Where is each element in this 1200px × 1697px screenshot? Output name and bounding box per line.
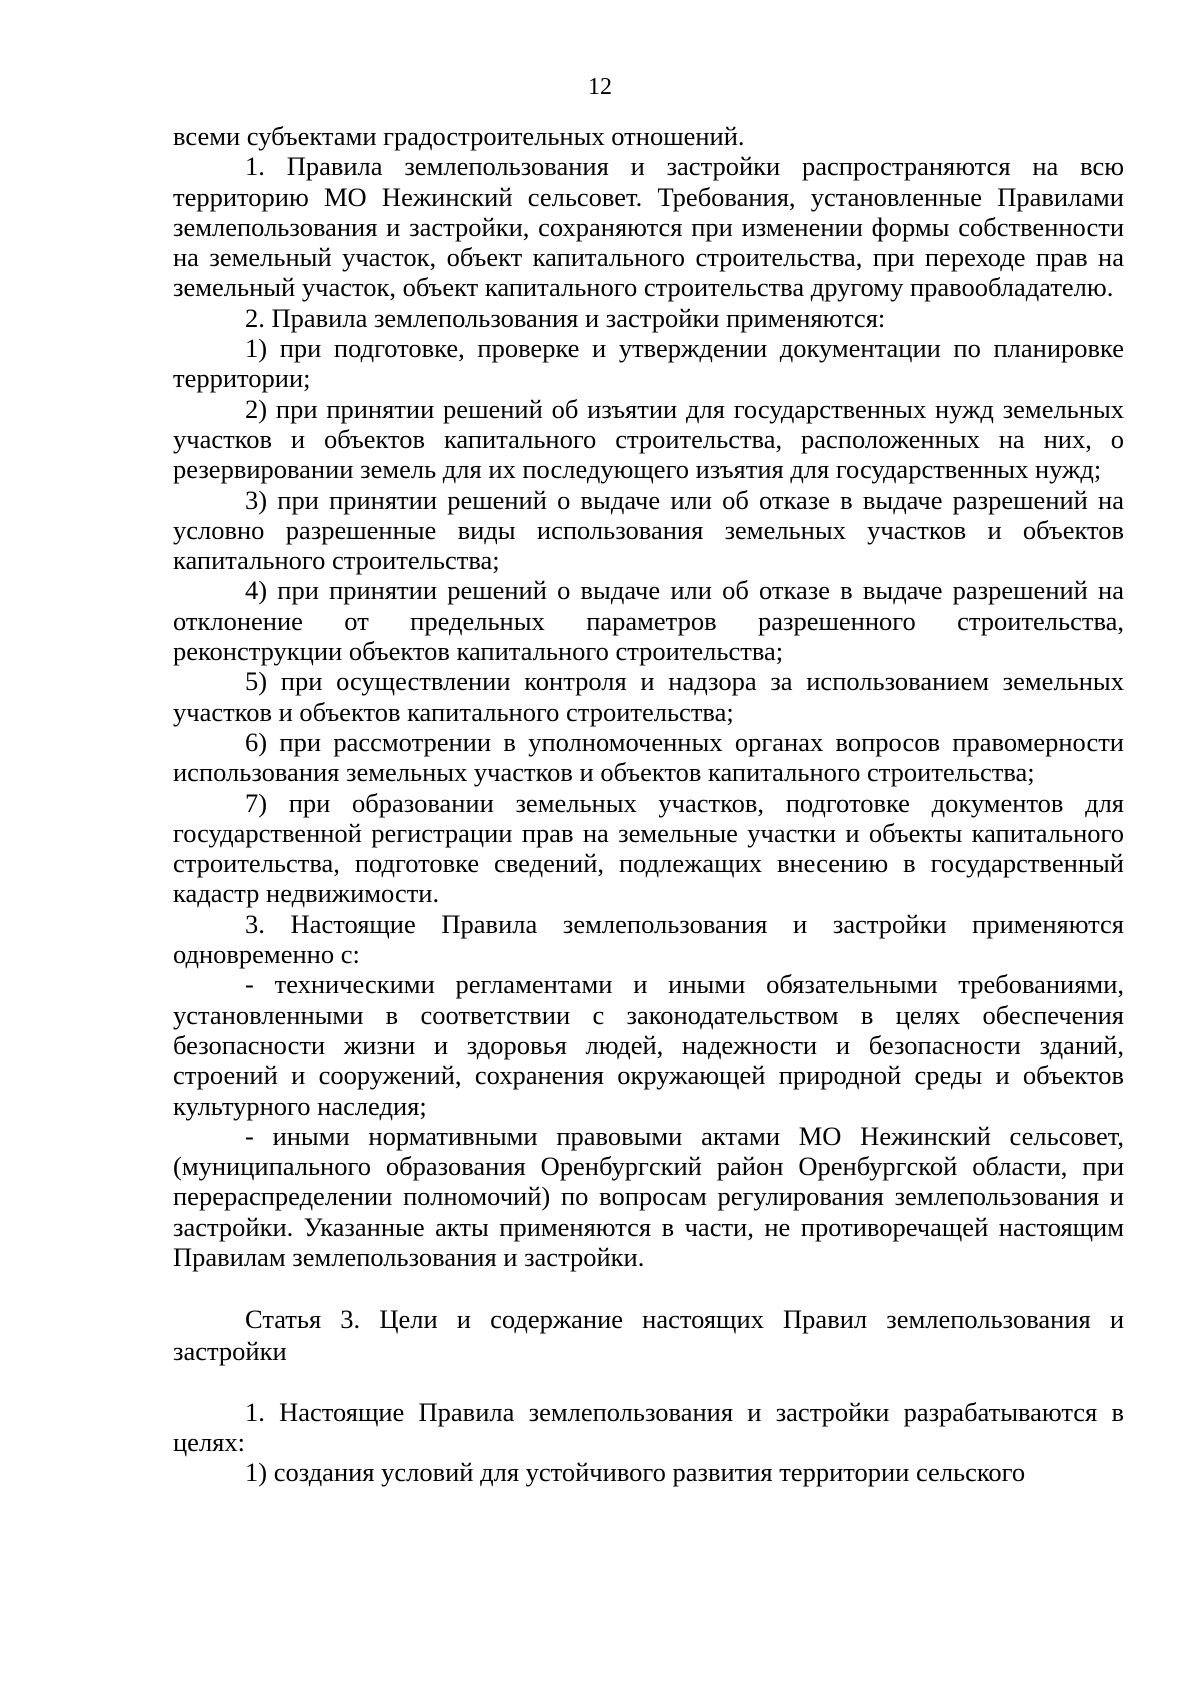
list-item-6: 6) при рассмотрении в уполномоченных органах вопросов правомерности использования земельных участков и объектов капитального строительства; (173, 726, 1124, 788)
list-item-7: 7) при образовании земельных участков, подготовке документов для государственной регистрации прав на земельные участки и объекты капитального строительства, подготовке сведений, подлежащих внесению в государственный кадастр недвижимости. (173, 787, 1124, 909)
paragraph-continuation: всеми субъектами градостроительных отношений. (173, 121, 745, 151)
article-paragraph-1: 1. Настоящие Правила землепользования и застройки разрабатываются в целях: (173, 1396, 1124, 1458)
list-item-3: 3) при принятии решений о выдаче или об отказе в выдаче разрешений на условно разрешенные виды использования земельных участков и объектов капитального строительства; (173, 484, 1124, 576)
list-item-2: 2) при принятии решений об изъятии для государственных нужд земельных участков и объектов капитального строительства, расположенных на них, о резервировании земель для их последующего изъятия для государственных нужд; (173, 393, 1124, 485)
list-item-4: 4) при принятии решений о выдаче или об отказе в выдаче разрешений на отклонение от предельных параметров разрешенного строительства, реконструкции объектов капитального строительства; (173, 575, 1124, 667)
spacer (173, 1272, 1124, 1302)
article-heading: Статья 3. Цели и содержание настоящих Правил землепользования и застройки (173, 1303, 1124, 1366)
list-item-1: 1) при подготовке, проверке и утверждении документации по планировке территории; (173, 333, 1124, 394)
list-item-5: 5) при осуществлении контроля и надзора за использованием земельных участков и объектов капитального строительства; (173, 666, 1124, 727)
paragraph-applied-with: 3. Настоящие Правила землепользования и застройки применяются одновременно с: (173, 908, 1124, 970)
bullet-item-technical-regulations: - техническими регламентами и иными обязательными требованиями, установленными в соответствии с законодательством в целях обеспечения безопасности жизни и здоровья людей, надежности и безопасности зданий, строений и сооружений, сохранения окружающей природной среды и объектов культурного наследия; (173, 969, 1124, 1121)
page-number: 12 (588, 74, 612, 100)
bullet-item-normative-acts: - иными нормативными правовыми актами МО Нежинский сельсовет, (муниципального образования Оренбургский район Оренбургской области, при перераспределении полномочий) по вопросам регулирования землепользования и застройки. Указанные акты применяются в части, не противоречащей настоящим Правилам землепользования и застройки. (173, 1120, 1124, 1272)
paragraph-rules-applied: 2. Правила землепользования и застройки применяются: (245, 302, 886, 333)
article-list-item-1: 1) создания условий для устойчивого развития территории сельского (245, 1457, 1026, 1488)
document-body (173, 121, 1124, 1488)
paragraph-rules-scope: 1. Правила землепользования и застройки распространяются на всю территорию МО Нежинский сельсовет. Требования, установленные Правилами землепользования и застройки, сохраняются при изменении формы собственности на земельный участок, объект капитального строительства, при переходе прав на земельный участок, объект капитального строительства другому правообладателю. (173, 151, 1124, 303)
spacer (173, 1367, 1124, 1397)
